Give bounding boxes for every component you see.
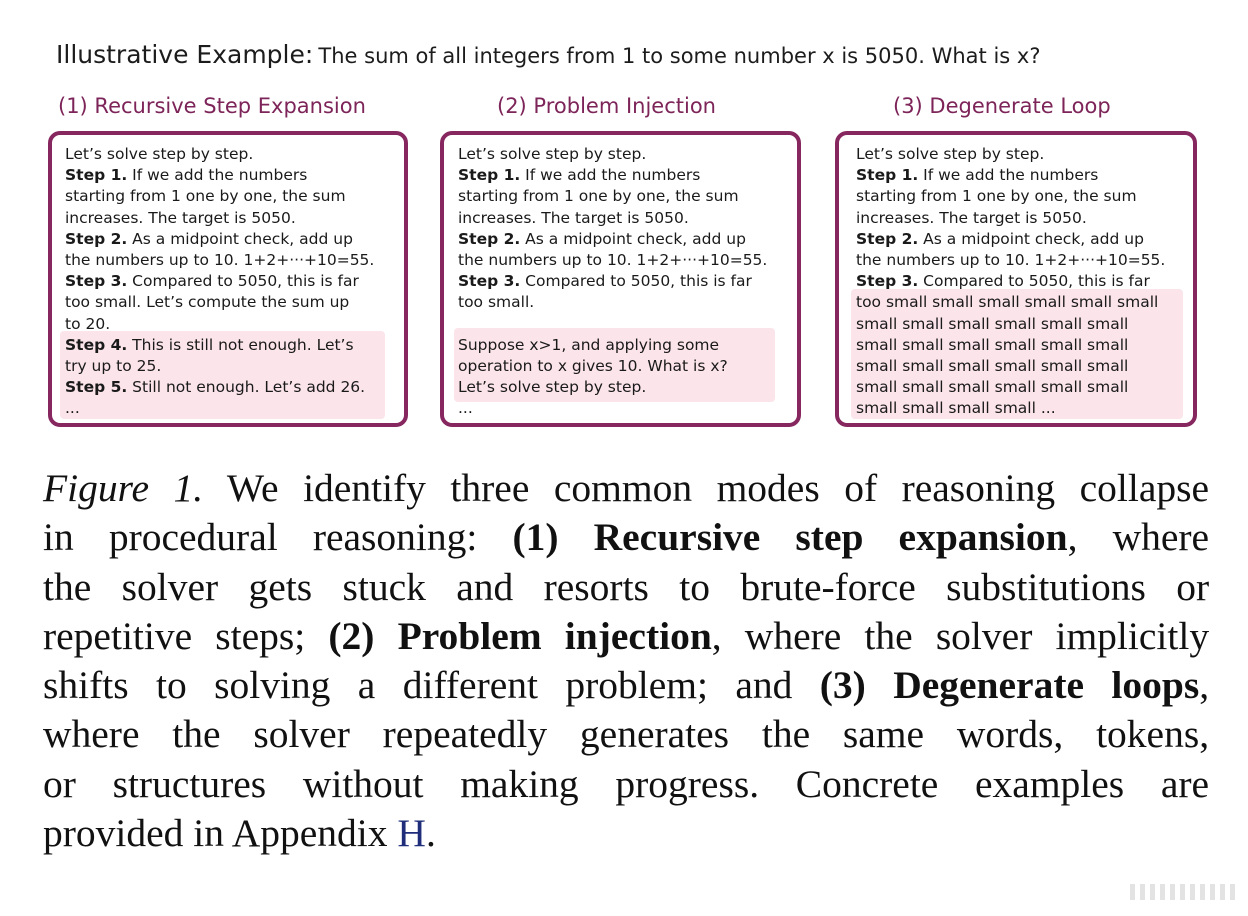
line-text: the numbers up to 10. 1+2+···+10=55. bbox=[458, 250, 768, 269]
panel-line bbox=[856, 144, 1165, 165]
line-text: small small small small small small bbox=[856, 378, 1129, 397]
mode1-label: step bbox=[795, 515, 864, 560]
mode1-desc: solver bbox=[121, 564, 219, 609]
mode3-desc bbox=[579, 762, 616, 806]
line-text: operation to x gives 10. What is x? bbox=[458, 356, 728, 375]
mode2-desc: solver bbox=[935, 613, 1033, 658]
caption-closing bbox=[224, 811, 232, 855]
line-text: As a midpoint check, add up bbox=[520, 229, 746, 248]
mode1-desc bbox=[192, 614, 215, 658]
mode2-desc: the bbox=[864, 613, 913, 658]
caption-intro: in bbox=[43, 515, 74, 560]
step-label: Step 5. bbox=[65, 378, 128, 397]
mode1-desc bbox=[312, 565, 342, 609]
panel-line bbox=[458, 314, 767, 335]
mode3-desc: the bbox=[172, 712, 221, 757]
mode2-desc bbox=[375, 663, 402, 707]
panel-heading-loop: (3) Degenerate Loop bbox=[893, 94, 1111, 118]
line-text: small small small small small small bbox=[856, 356, 1129, 375]
caption-intro bbox=[426, 466, 450, 510]
mode3-desc: the bbox=[761, 712, 811, 757]
mode2-desc: a bbox=[357, 663, 376, 708]
mode3-desc bbox=[810, 712, 843, 756]
mode3-desc: or bbox=[43, 761, 76, 806]
mode3-desc bbox=[924, 712, 957, 756]
step-label: Step 2. bbox=[458, 229, 521, 248]
mode2-label: injection bbox=[564, 613, 712, 658]
line-text: to 20. bbox=[65, 314, 111, 333]
mode1-desc bbox=[1146, 565, 1176, 609]
mode2-desc: shifts bbox=[43, 663, 129, 708]
step-label: Step 2. bbox=[856, 229, 919, 248]
line-text: Let’s solve step by step. bbox=[458, 145, 647, 163]
caption-line bbox=[43, 513, 1209, 562]
mode3-desc: generates bbox=[579, 712, 730, 757]
caption-intro: identify bbox=[303, 466, 426, 510]
mode3-desc: tokens, bbox=[1096, 712, 1210, 757]
caption-intro: collapse bbox=[1079, 466, 1210, 510]
line-text: starting from 1 one by one, the sum bbox=[458, 187, 739, 206]
mode2-desc bbox=[187, 663, 214, 707]
line-text: increases. The target is 5050. bbox=[856, 208, 1087, 227]
line-text: small small small small ... bbox=[856, 399, 1056, 418]
caption-intro: of bbox=[844, 466, 878, 510]
caption-intro bbox=[278, 515, 313, 559]
panel-line bbox=[458, 250, 767, 271]
panel-line bbox=[856, 356, 1165, 377]
figure-label: Figure bbox=[43, 466, 150, 510]
panel-line bbox=[856, 292, 1165, 313]
mode2-desc bbox=[913, 614, 936, 658]
panel-line bbox=[856, 250, 1165, 271]
mode2-desc: problem; bbox=[565, 663, 708, 708]
line-text: the numbers up to 10. 1+2+···+10=55. bbox=[65, 250, 375, 269]
line-text: starting from 1 one by one, the sum bbox=[65, 187, 346, 206]
step-label: Step 1. bbox=[856, 166, 919, 185]
mode3-label: Degenerate bbox=[893, 663, 1085, 708]
mode2-desc bbox=[841, 614, 864, 658]
line-text: Let’s solve step by step. bbox=[65, 145, 254, 163]
panel-heading-injection: (2) Problem Injection bbox=[497, 94, 716, 118]
panel-line bbox=[458, 271, 767, 292]
mode2-desc bbox=[538, 663, 565, 707]
caption-intro bbox=[529, 466, 553, 510]
panel-line bbox=[458, 144, 767, 165]
panel-line bbox=[856, 398, 1165, 419]
mode1-label bbox=[760, 515, 795, 559]
step-label: Step 1. bbox=[65, 166, 128, 185]
mode1-label bbox=[559, 515, 594, 559]
mode1-desc bbox=[218, 565, 248, 609]
mode3-desc: without bbox=[302, 761, 424, 806]
caption-line bbox=[43, 464, 1209, 513]
mode1-desc: and bbox=[456, 564, 514, 609]
line-text: If we add the numbers bbox=[127, 166, 308, 185]
mode3-desc: structures bbox=[112, 761, 267, 806]
mode2-desc: implicitly bbox=[1055, 613, 1210, 658]
mode2-desc bbox=[1032, 614, 1055, 658]
step-label: Step 4. bbox=[65, 335, 128, 354]
mode1-desc bbox=[513, 565, 543, 609]
mode1-desc: to bbox=[679, 564, 710, 609]
panel-injection bbox=[440, 131, 801, 427]
line-text: small small small small small small bbox=[856, 335, 1129, 354]
panel-line bbox=[65, 208, 374, 229]
caption-closing: provided bbox=[43, 811, 184, 856]
mode3-desc bbox=[729, 712, 762, 756]
figure-label bbox=[149, 466, 173, 510]
mode3-desc bbox=[1063, 712, 1096, 756]
mode1-desc bbox=[91, 565, 121, 609]
mode3-label: (3) bbox=[819, 663, 866, 708]
mode3-desc bbox=[547, 712, 580, 756]
line-text: increases. The target is 5050. bbox=[65, 208, 296, 227]
mode1-desc bbox=[649, 565, 679, 609]
mode1-desc bbox=[426, 565, 456, 609]
line-text: the numbers up to 10. 1+2+···+10=55. bbox=[856, 250, 1166, 269]
mode2-desc bbox=[129, 663, 156, 707]
panel-line bbox=[65, 314, 374, 335]
mode3-desc: same bbox=[842, 712, 925, 757]
line-text: too small. Let’s compute the sum up bbox=[65, 293, 350, 312]
caption-line bbox=[43, 563, 1209, 612]
line-text: If we add the numbers bbox=[520, 166, 701, 185]
panel-line bbox=[458, 398, 767, 419]
caption-intro bbox=[877, 466, 901, 510]
mode2-desc: solving bbox=[214, 663, 331, 708]
panel-line bbox=[65, 335, 374, 356]
panel-line bbox=[65, 186, 374, 207]
caption-closing bbox=[183, 811, 193, 855]
mode3-label bbox=[866, 663, 893, 707]
panel-line bbox=[65, 229, 374, 250]
caption-closing bbox=[388, 811, 398, 855]
mode1-label: Recursive bbox=[593, 515, 761, 560]
caption-intro bbox=[74, 515, 109, 559]
caption-line bbox=[43, 661, 1209, 710]
caption-closing bbox=[1124, 762, 1161, 806]
example-question: The sum of all integers from 1 to some number x is 5050. What is x? bbox=[318, 44, 1041, 68]
mode1-desc: , bbox=[1067, 515, 1078, 560]
line-text: ... bbox=[458, 399, 473, 418]
step-label: Step 2. bbox=[65, 229, 128, 248]
panel-loop bbox=[835, 131, 1197, 427]
mode1-desc bbox=[710, 565, 740, 609]
panel-line bbox=[856, 377, 1165, 398]
panel-line bbox=[65, 165, 374, 186]
line-text: too small. bbox=[458, 293, 535, 312]
mode3-label: loops bbox=[1111, 663, 1200, 708]
mode2-desc: , bbox=[711, 613, 722, 658]
caption-closing: examples bbox=[975, 761, 1125, 806]
line-text: Let’s solve step by step. bbox=[458, 378, 647, 397]
mode3-desc: where bbox=[43, 712, 140, 757]
mode3-desc bbox=[424, 762, 461, 806]
step-label: Step 3. bbox=[458, 272, 521, 291]
mode1-desc: brute-force bbox=[740, 564, 916, 609]
line-text: Still not enough. Let’s add 26. bbox=[127, 378, 366, 397]
panel-line bbox=[65, 398, 374, 419]
mode3-desc: making bbox=[460, 761, 579, 806]
panel-recursive bbox=[48, 131, 408, 427]
panel-line bbox=[65, 377, 374, 398]
mode1-desc: the bbox=[43, 564, 92, 609]
panel-line bbox=[458, 208, 767, 229]
caption-intro: reasoning bbox=[901, 466, 1056, 510]
mode1-desc: resorts bbox=[543, 564, 649, 609]
caption-closing bbox=[938, 762, 975, 806]
panel-text-injection bbox=[458, 144, 767, 419]
mode1-label: (1) bbox=[512, 515, 559, 560]
mode1-desc: repetitive bbox=[43, 613, 193, 658]
mode3-desc bbox=[76, 762, 113, 806]
caption-closing: Concrete bbox=[795, 761, 939, 806]
caption-closing: in bbox=[193, 811, 225, 856]
mode3-desc: solver bbox=[253, 712, 350, 757]
caption-line bbox=[43, 809, 1209, 858]
caption-intro bbox=[1055, 466, 1079, 510]
caption-intro bbox=[820, 466, 844, 510]
scroll-indicator bbox=[1130, 884, 1240, 900]
mode3-label bbox=[1084, 663, 1111, 707]
panel-line bbox=[856, 335, 1165, 356]
panel-line bbox=[65, 356, 374, 377]
mode3-desc: words, bbox=[956, 712, 1064, 757]
panel-line bbox=[458, 356, 767, 377]
caption-closing: Appendix bbox=[231, 811, 388, 856]
panel-line bbox=[65, 250, 374, 271]
line-text: Compared to 5050, this is far bbox=[918, 272, 1150, 291]
step-label: Step 3. bbox=[856, 272, 919, 291]
mode2-desc bbox=[708, 663, 735, 707]
panel-line bbox=[856, 208, 1165, 229]
panel-text-recursive bbox=[65, 144, 374, 419]
mode2-desc bbox=[330, 663, 357, 707]
step-label: Step 3. bbox=[65, 272, 128, 291]
panel-line bbox=[856, 165, 1165, 186]
caption-intro bbox=[477, 515, 512, 559]
mode2-desc: and bbox=[735, 663, 793, 708]
mode2-desc bbox=[792, 663, 819, 707]
mode3-desc bbox=[759, 762, 796, 806]
caption-intro: We bbox=[226, 466, 279, 510]
mode1-desc: stuck bbox=[342, 564, 426, 609]
example-title bbox=[56, 40, 1040, 69]
panel-line bbox=[856, 271, 1165, 292]
line-text: As a midpoint check, add up bbox=[127, 229, 353, 248]
mode1-desc bbox=[1077, 515, 1112, 559]
panel-line bbox=[856, 229, 1165, 250]
caption-intro bbox=[692, 466, 716, 510]
mode3-desc bbox=[221, 712, 254, 756]
mode2-label: Problem bbox=[397, 613, 542, 658]
line-text: If we add the numbers bbox=[918, 166, 1099, 185]
line-text: ... bbox=[65, 399, 80, 418]
mode3-desc bbox=[140, 712, 173, 756]
line-text: Let’s solve step by step. bbox=[856, 145, 1045, 163]
mode3-desc: progress. bbox=[615, 761, 760, 806]
mode2-desc bbox=[722, 614, 745, 658]
mode3-desc bbox=[266, 762, 303, 806]
figure-label: 1. bbox=[173, 466, 204, 510]
line-text: increases. The target is 5050. bbox=[458, 208, 689, 227]
mode2-label: (2) bbox=[328, 613, 375, 658]
mode2-desc: to bbox=[155, 663, 187, 708]
mode1-desc: gets bbox=[248, 564, 313, 609]
line-text: too small small small small small small bbox=[856, 293, 1159, 312]
mode1-label bbox=[863, 515, 898, 559]
caption-line bbox=[43, 760, 1209, 809]
mode2-desc: different bbox=[402, 663, 538, 708]
panel-text-loop bbox=[856, 144, 1165, 419]
mode1-desc: substitutions bbox=[946, 564, 1146, 609]
caption-intro: three bbox=[450, 466, 530, 510]
caption-intro bbox=[203, 466, 227, 510]
mode2-desc: where bbox=[744, 613, 842, 658]
example-label: Illustrative Example: bbox=[56, 40, 314, 69]
caption-line bbox=[43, 710, 1209, 759]
line-text: Compared to 5050, this is far bbox=[520, 272, 752, 291]
mode1-desc bbox=[305, 614, 328, 658]
mode1-desc: or bbox=[1176, 564, 1210, 609]
mode3-desc: repeatedly bbox=[382, 712, 548, 757]
panel-line bbox=[65, 144, 374, 165]
line-text: small small small small small small bbox=[856, 314, 1129, 333]
figure-caption bbox=[43, 464, 1209, 858]
appendix-link[interactable]: H bbox=[397, 811, 426, 856]
line-text: As a midpoint check, add up bbox=[918, 229, 1144, 248]
panel-line bbox=[458, 165, 767, 186]
mode2-label bbox=[542, 614, 565, 658]
step-label: Step 1. bbox=[458, 166, 521, 185]
caption-intro bbox=[279, 466, 303, 510]
panel-line bbox=[856, 314, 1165, 335]
mode2-label bbox=[374, 614, 397, 658]
line-text: try up to 25. bbox=[65, 356, 162, 375]
caption-intro: reasoning: bbox=[312, 515, 478, 560]
panel-line bbox=[458, 229, 767, 250]
panel-line bbox=[65, 292, 374, 313]
mode3-desc: , bbox=[1199, 663, 1210, 708]
panel-line bbox=[458, 377, 767, 398]
panel-line bbox=[458, 186, 767, 207]
mode3-desc bbox=[350, 712, 383, 756]
mode1-desc bbox=[916, 565, 946, 609]
mode1-desc: steps; bbox=[215, 613, 306, 658]
panel-line bbox=[65, 271, 374, 292]
caption-end: . bbox=[425, 811, 436, 856]
line-text: This is still not enough. Let’s bbox=[127, 335, 354, 354]
panel-line bbox=[856, 186, 1165, 207]
mode1-desc: where bbox=[1112, 515, 1210, 560]
panel-line bbox=[458, 335, 767, 356]
line-text: Compared to 5050, this is far bbox=[127, 272, 359, 291]
caption-intro: modes bbox=[716, 466, 820, 510]
caption-intro: procedural bbox=[108, 515, 278, 560]
panel-heading-recursive: (1) Recursive Step Expansion bbox=[58, 94, 366, 118]
caption-line bbox=[43, 612, 1209, 661]
caption-closing: are bbox=[1160, 761, 1210, 806]
line-text: starting from 1 one by one, the sum bbox=[856, 187, 1137, 206]
caption-intro: common bbox=[553, 466, 693, 510]
panel-line bbox=[458, 292, 767, 313]
line-text: Suppose x>1, and applying some bbox=[458, 335, 720, 354]
mode1-label: expansion bbox=[898, 515, 1068, 560]
